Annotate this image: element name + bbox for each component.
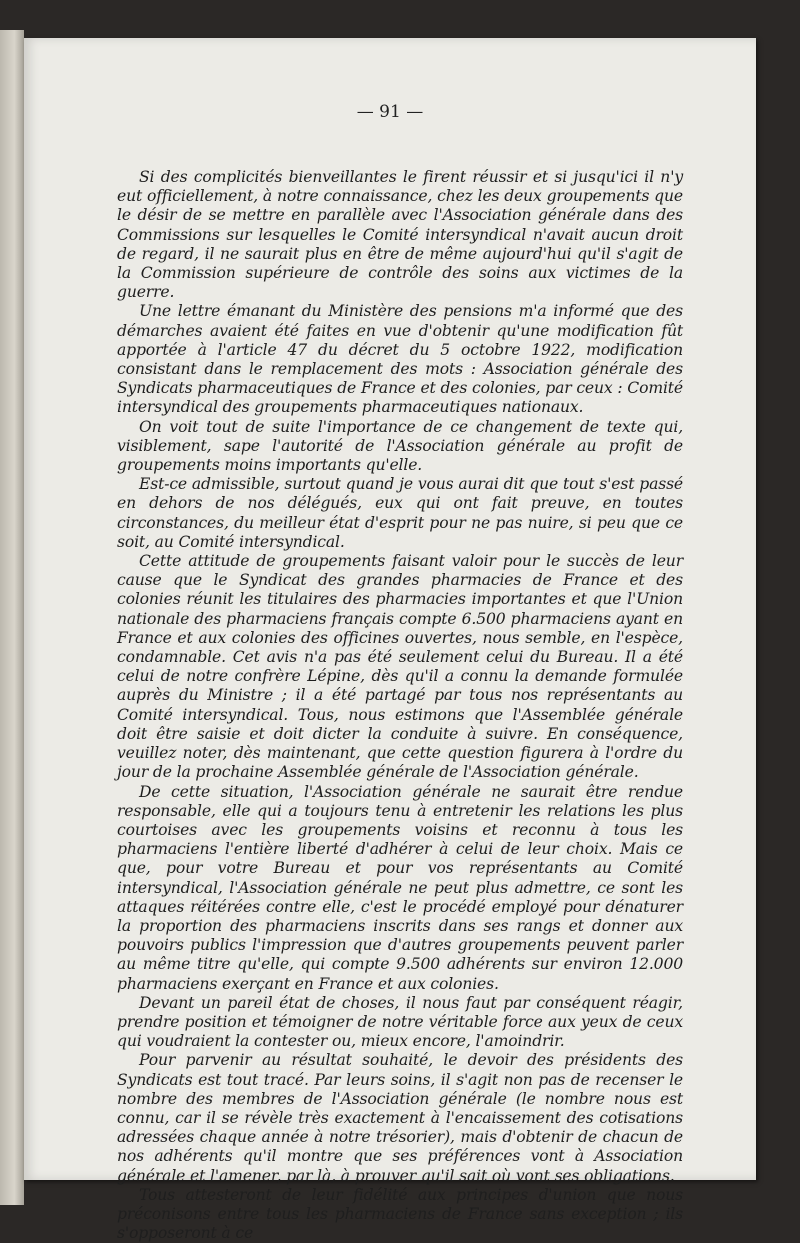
paragraph-8: Pour parvenir au résultat souhaité, le devoir des présidents des Syndicats est tout tracé. Par leurs soins, il s'agit non pas de recenser le nombre des membres de l'Association générale (le nombre nous est connu, car il se révèle très exactement à l'encaissement des cotisations adressées chaque année à notre trésorier), mais d'obtenir de chacun de nos adhérents qu'il montre que ses préférences vont à Association générale et l'amener, par là, à prouver qu'il sait où vont ses obligations. [117, 1051, 683, 1185]
paragraph-1: Si des complicités bienveillantes le firent réussir et si jusqu'ici il n'y eut officiellement, à notre connaissance, chez les deux groupements que le désir de se mettre en parallèle avec l'Association générale dans des Commissions sur lesquelles le Comité intersyndical n'avait aucun droit de regard, il ne saurait plus en être de même aujourd'hui qu'il s'agit de la Commission supérieure de contrôle des soins aux victimes de la guerre. [117, 168, 683, 302]
paragraph-3: On voit tout de suite l'importance de ce changement de texte qui, visiblement, sape l'autorité de l'Association générale au profit de groupements moins importants qu'elle. [117, 417, 683, 475]
body-text [117, 168, 683, 1243]
paragraph-5: Cette attitude de groupements faisant valoir pour le succès de leur cause que le Syndicat des grandes pharmacies de France et des colonies réunit les titulaires des pharmacies importantes et que l'Union nationale des pharmaciens français compte 6.500 pharmaciens ayant en France et aux colonies des officines ouvertes, nous semble, en l'espèce, condamnable. Cet avis n'a pas été seulement celui du Bureau. Il a été celui de notre confrère Lépine, dès qu'il a connu la demande formulée auprès du Ministre ; il a été partagé par tous nos représentants au Comité intersyndical. Tous, nous estimons que l'Assemblée générale doit être saisie et doit dicter la conduite à suivre. En conséquence, veuillez noter, dès maintenant, que cette question figurera à l'ordre du jour de la prochaine Assemblée générale de l'Association générale. [117, 552, 683, 782]
paragraph-4: Est-ce admissible, surtout quand je vous aurai dit que tout s'est passé en dehors de nos délégués, eux qui ont fait preuve, en toutes circonstances, du meilleur état d'esprit pour ne pas nuire, si peu que ce soit, au Comité intersyndical. [117, 475, 683, 551]
paragraph-2: Une lettre émanant du Ministère des pensions m'a informé que des démarches avaient été faites en vue d'obtenir qu'une modification fût apportée à l'article 47 du décret du 5 octobre 1922, modification consistant dans le remplacement des mots : Association générale des Syndicats pharmaceutiques de France et des colonies, par ceux : Comité intersyndical des groupements pharmaceutiques nationaux. [117, 302, 683, 417]
facing-page-edge [0, 30, 24, 1205]
paragraph-6: De cette situation, l'Association générale ne saurait être rendue responsable, elle qui a toujours tenu à entretenir les relations les plus courtoises avec les groupements voisins et reconnu à tous les pharmaciens l'entière liberté d'adhérer à celui de leur choix. Mais ce que, pour votre Bureau et pour vos représentants au Comité intersyndical, l'Association générale ne peut plus admettre, ce sont les attaques réitérées contre elle, c'est le procédé employé pour dénaturer la proportion des pharmaciens inscrits dans ses rangs et donner aux pouvoirs publics l'impression que d'autres groupements peuvent parler au même titre qu'elle, qui compte 9.500 adhérents sur environ 12.000 pharmaciens exerçant en France et aux colonies. [117, 782, 683, 993]
paragraph-7: Devant un pareil état de choses, il nous faut par conséquent réagir, prendre position et témoigner de notre véritable force aux yeux de ceux qui voudraient la contester ou, mieux encore, l'amoindrir. [117, 993, 683, 1051]
page-number: — 91 — [356, 102, 424, 122]
document-page [24, 38, 756, 1243]
paragraph-9: Tous attesteront de leur fidélité aux principes d'union que nous préconisons entre tous les pharmaciens de France sans exception ; ils s'opposeront à ce [117, 1185, 683, 1243]
